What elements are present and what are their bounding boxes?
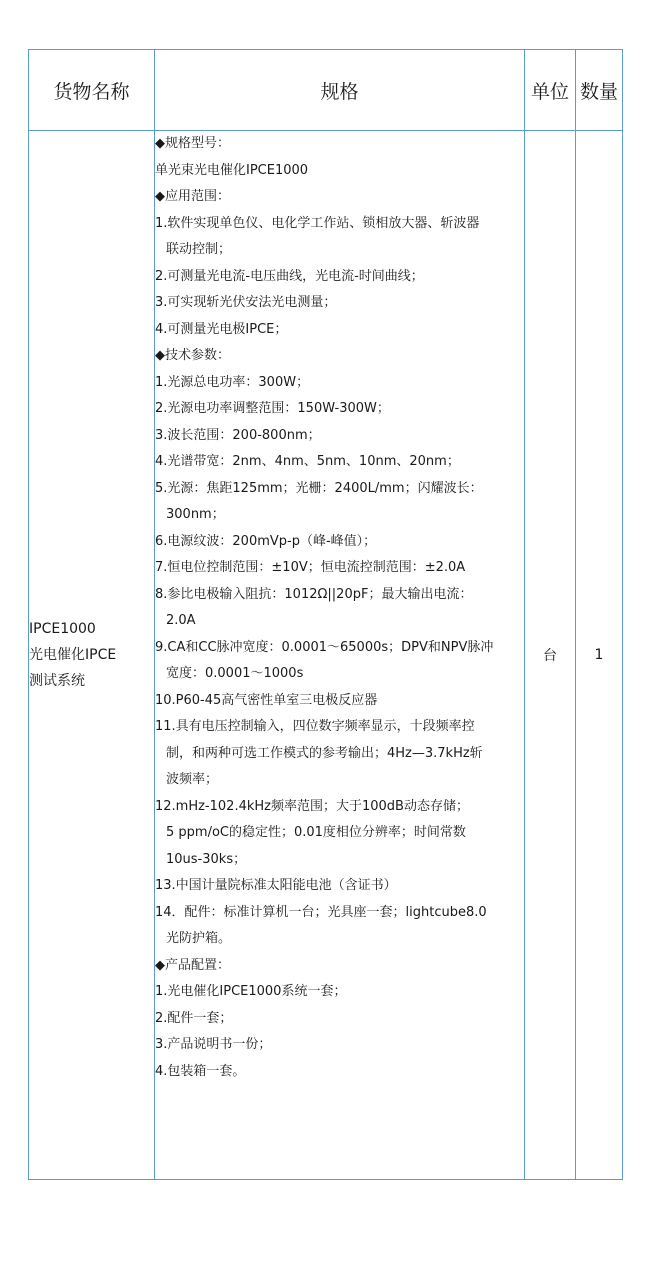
specification-cell <box>155 131 525 1180</box>
specification-table <box>28 49 623 1180</box>
spec-line: 2.配件一套； <box>155 1010 233 1026</box>
spec-line-continuation: 宽度：0.0001～1000s <box>166 666 304 681</box>
goods-name-line: IPCE1000 <box>29 621 96 637</box>
spec-line-continuation: 光防护箱。 <box>166 931 232 946</box>
spec-heading-configuration: ◆产品配置： <box>155 957 230 973</box>
header-row <box>29 50 623 131</box>
spec-line: 6.电源纹波：200mVp-p（峰-峰值）； <box>155 533 377 549</box>
spec-line: 3.波长范围：200-800nm； <box>155 427 321 443</box>
unit-cell: 台 <box>525 131 576 1180</box>
goods-name-cell <box>29 131 155 1180</box>
header-unit: 单位 <box>525 50 576 131</box>
spec-line: 1.光电催化IPCE1000系统一套； <box>155 984 347 999</box>
goods-name-line: 测试系统 <box>29 673 85 689</box>
spec-line: 10.P60-45高气密性单室三电极反应器 <box>155 692 378 708</box>
spec-heading-technical: ◆技术参数： <box>155 348 230 363</box>
spec-line-continuation: 2.0A <box>166 613 196 628</box>
spec-line: 2.光源电功率调整范围：150W-300W； <box>155 401 390 416</box>
spec-line: 12.mHz-102.4kHz频率范围；大于100dB动态存储； <box>155 798 469 814</box>
spec-line-continuation: 10us-30ks； <box>166 851 247 867</box>
goods-name-line: 光电催化IPCE <box>29 647 117 663</box>
spec-line: 13.中国计量院标准太阳能电池（含证书） <box>155 878 397 893</box>
spec-line: 14．配件：标准计算机一台；光具座一套；lightcube8.0 <box>155 904 487 920</box>
spec-line: 4.包装箱一套。 <box>155 1063 246 1079</box>
spec-line: 单光束光电催化IPCE1000 <box>155 162 309 178</box>
quantity-cell: 1 <box>576 131 623 1180</box>
spec-heading-model: ◆规格型号： <box>155 136 230 151</box>
table-row <box>29 131 623 1180</box>
spec-line: 3.产品说明书一份； <box>155 1037 272 1052</box>
spec-line: 5.光源：焦距125mm；光栅：2400L/mm；闪耀波长： <box>155 480 483 496</box>
header-goods-name: 货物名称 <box>29 50 155 131</box>
spec-line-continuation: 5 ppm/oC的稳定性；0.01度相位分辨率；时间常数 <box>166 825 466 840</box>
spec-line: 2.可测量光电流-电压曲线，光电流-时间曲线； <box>155 268 424 284</box>
spec-line: 7.恒电位控制范围：±10V；恒电流控制范围：±2.0A <box>155 560 466 575</box>
spec-line-continuation: 制，和两种可选工作模式的参考输出；4Hz—3.7kHz斩 <box>166 745 483 761</box>
spec-line: 8.参比电极输入阻抗：1012Ω||20pF；最大输出电流： <box>155 586 473 602</box>
spec-line: 1.光源总电功率：300W； <box>155 374 310 390</box>
header-quantity: 数量 <box>576 50 623 131</box>
spec-line-continuation: 300nm； <box>166 507 225 522</box>
spec-line: 3.可实现斩光伏安法光电测量； <box>155 295 337 310</box>
spec-line: 9.CA和CC脉冲宽度：0.0001～65000s；DPV和NPV脉冲 <box>155 639 494 655</box>
spec-line-continuation: 波频率； <box>166 772 219 787</box>
spec-heading-application: ◆应用范围： <box>155 189 230 204</box>
spec-line: 4.可测量光电极IPCE； <box>155 321 288 337</box>
spec-line: 4.光谱带宽：2nm、4nm、5nm、10nm、20nm； <box>155 454 460 469</box>
spec-line: 11.具有电压控制输入，四位数字频率显示，十段频率控 <box>155 719 475 734</box>
header-specification: 规格 <box>155 50 525 131</box>
spec-line-continuation: 联动控制； <box>166 242 232 257</box>
spec-line: 1.软件实现单色仪、电化学工作站、锁相放大器、斩波器 <box>155 215 480 231</box>
